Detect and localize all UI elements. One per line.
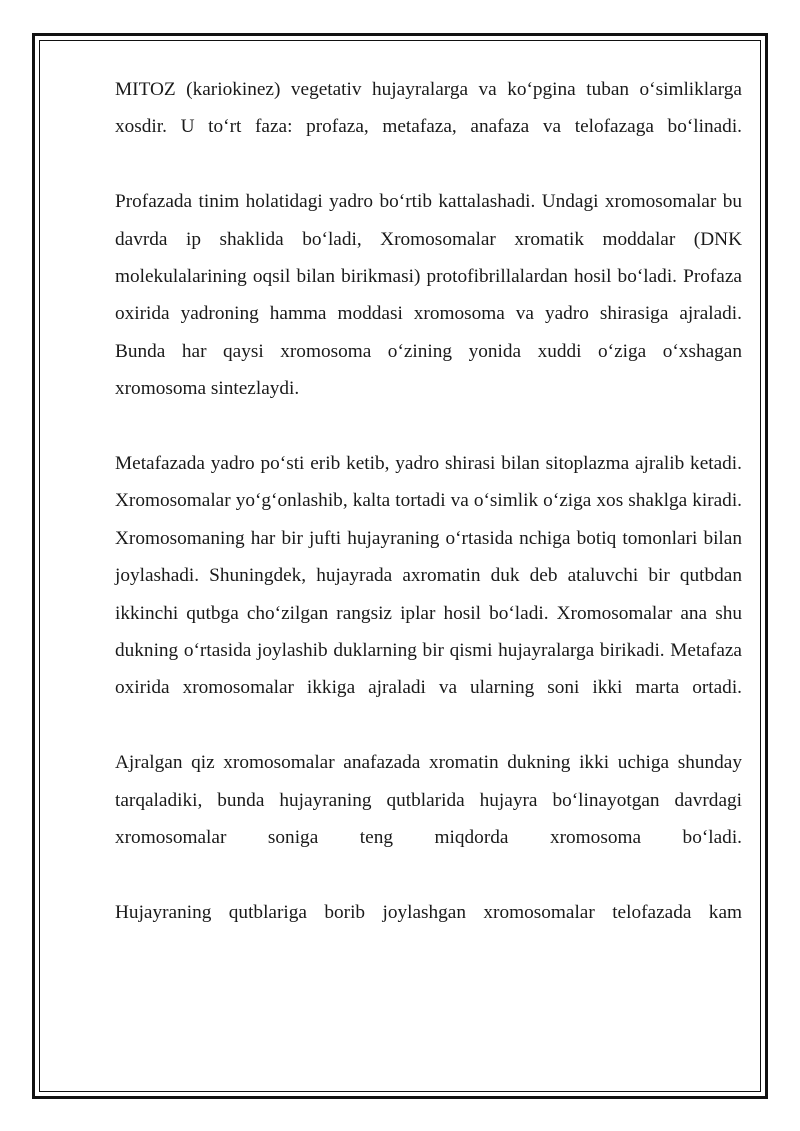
paragraph-metafaza: Metafazada yadro po‘sti erib ketib, yadro shirasi bilan sitoplazma ajralib ketadi. Xromosomalar yo‘g‘onlashib, kalta tortadi va o‘simlik o‘ziga xos shaklga kiradi. Xromosomaning har bir jufti hujayraning o‘rtasida nchiga botiq tomonlari bilan joylashadi. Shuningdek, hujayrada axromatin duk deb ataluvchi bir qutbdan ikkinchi qutbga cho‘zilgan rangsiz iplar hosil bo‘ladi. Xromosomalar ana shu dukning o‘rtasida joylashib duklarning bir qismi hujayralarga birikadi. Metafaza oxirida xromosomalar ikkiga ajraladi va ularning soni ikki marta ortadi. [115, 453, 742, 699]
paragraph-telofaza: Hujayraning qutblariga borib joylashgan xromosomalar telofazada kam [115, 901, 742, 923]
paragraph-profaza: Profazada tinim holatidagi yadro bo‘rtib kattalashadi. Undagi xromosomalar bu davrda ip shaklida bo‘ladi, Xromosomalar xromatik moddalar (DNK molekulalarining oqsil bilan birikmasi) protofibrillalardan hosil bo‘ladi. Profaza oxirida yadroning hamma moddasi xromosoma va yadro shirasiga ajraladi. Bunda har qaysi xromosoma o‘zining yonida xuddi o‘ziga o‘xshagan xromosoma sintezlaydi. [115, 191, 742, 400]
paragraph-mitoz-intro: MITOZ (kariokinez) vegetativ hujayralarga va ko‘pgina tuban o‘simliklarga xosdir. U to‘rt faza: profaza, metafaza, anafaza va telofazaga bo‘linadi. [115, 79, 742, 138]
paragraph-anafaza: Ajralgan qiz xromosomalar anafazada xromatin dukning ikki uchiga shunday tarqaladiki, bunda hujayraning qutblarida hujayra bo‘linayotgan davrdagi xromosomalar soniga teng miqdorda xromosoma bo‘ladi. [115, 752, 742, 849]
document-body [115, 71, 742, 931]
